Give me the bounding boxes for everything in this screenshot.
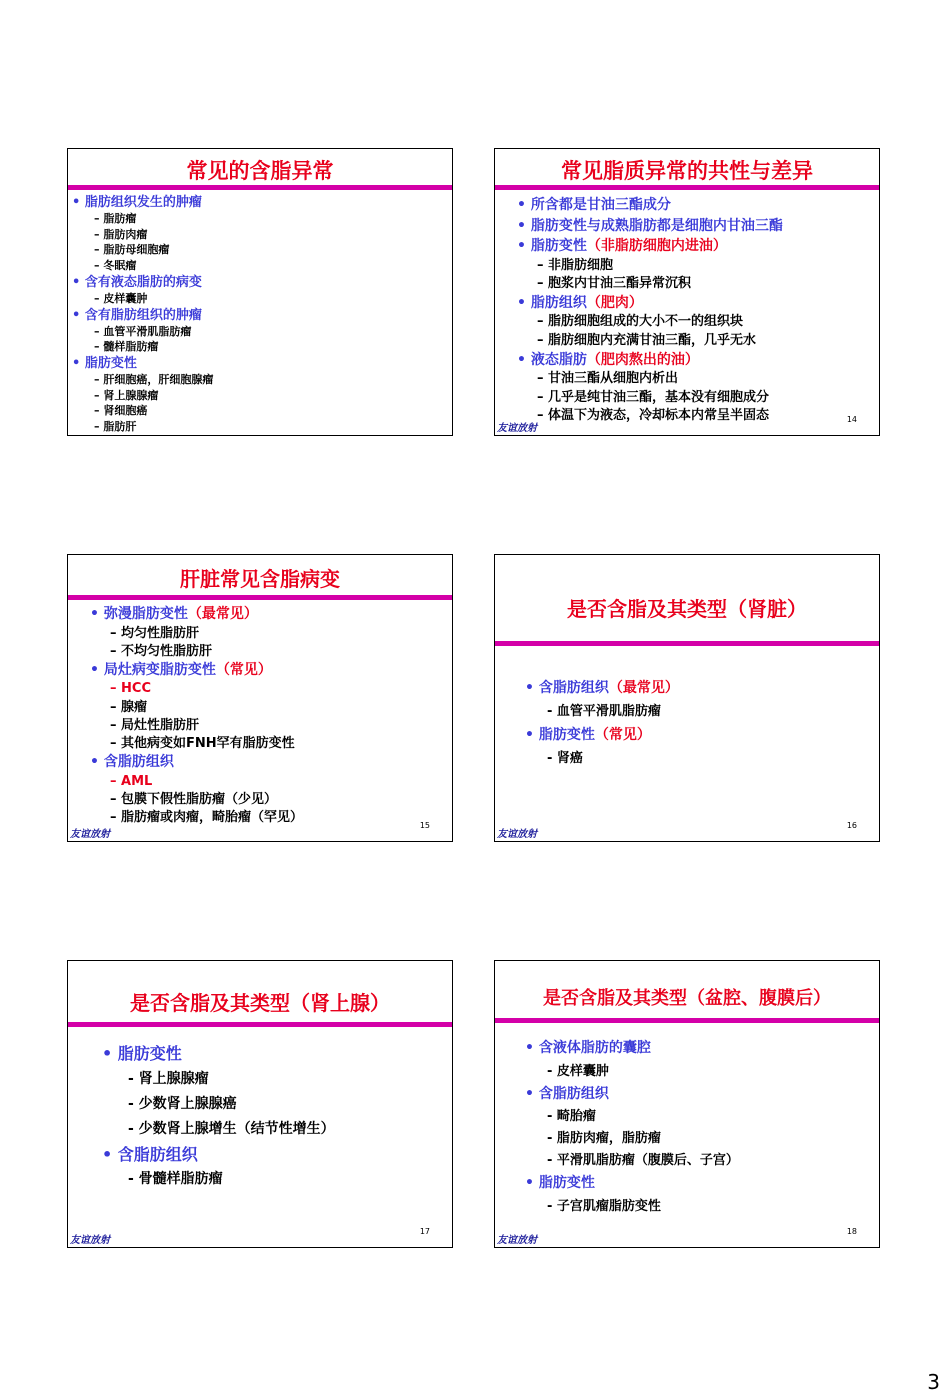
bullet-item (72, 355, 448, 372)
sub-bullet-text: - 畸胎瘤 (547, 1109, 596, 1124)
sub-bullet-item (525, 747, 875, 771)
slide-page-number: 18 (846, 1227, 857, 1236)
title-underline (68, 1022, 452, 1027)
sub-bullet-text: – 胞浆内甘油三酯异常沉积 (537, 275, 692, 291)
bullet-text: 脂肪变性与成熟脂肪都是细胞内甘油三酯 (530, 217, 783, 234)
bullet-dot: • (90, 606, 104, 622)
slide-4 (494, 554, 880, 842)
sub-bullet-item (525, 1106, 875, 1128)
sub-bullet-text: – HCC (110, 681, 151, 697)
bullet-item (102, 1142, 448, 1168)
slide-page-number: 15 (419, 821, 430, 830)
slide-page-number: 16 (846, 821, 857, 830)
title-underline (495, 1018, 879, 1023)
slide-title: 常见的含脂异常 (186, 159, 334, 183)
bullet-note: （常见） (215, 661, 272, 678)
bullet-text: 脂肪变性 (117, 1044, 182, 1063)
sub-bullet-item (517, 389, 875, 407)
bullet-text: 所含都是甘油三酯成分 (530, 197, 671, 213)
sub-bullet-item (90, 791, 448, 809)
bullet-list (517, 195, 875, 425)
sub-bullet-item (525, 700, 875, 724)
sub-bullet-item (72, 242, 448, 258)
bullet-text: 含脂肪组织 (103, 754, 174, 771)
sub-bullet-text: - 少数肾上腺增生（结节性增生） (128, 1120, 335, 1137)
bullet-item (517, 195, 875, 216)
bullet-note: （最常见） (608, 680, 679, 696)
bullet-item (517, 236, 875, 257)
sub-bullet-text: – 皮样囊肿 (94, 291, 148, 305)
bullet-dot: • (517, 197, 531, 213)
bullet-item (72, 194, 448, 211)
sub-bullet-text: – 几乎是纯甘油三酯，基本没有细胞成分 (537, 389, 770, 405)
bullet-item (525, 1083, 875, 1107)
sub-bullet-text: – 其他病变如FNH罕有脂肪变性 (110, 736, 295, 752)
bullet-text: 含有脂肪组织的肿瘤 (84, 307, 202, 323)
bullet-item (90, 661, 448, 681)
bullet-item (525, 677, 875, 700)
bullet-note: （最常见） (187, 606, 258, 622)
bullet-dot: • (525, 1040, 539, 1056)
bullet-note: （常见） (594, 726, 651, 743)
bullet-dot: • (517, 294, 531, 311)
bullet-dot: • (517, 238, 531, 254)
sub-bullet-item (72, 258, 448, 274)
sub-bullet-item (72, 324, 448, 340)
bullet-note: （肥肉熬出的油） (586, 351, 699, 368)
title-underline (68, 595, 452, 600)
bullet-note: （肥肉） (586, 294, 643, 311)
bullet-dot: • (525, 726, 539, 743)
sub-bullet-item (517, 313, 875, 331)
bullet-dot: • (525, 1175, 539, 1191)
sub-bullet-item (90, 717, 448, 735)
sub-bullet-text: – 非脂肪细胞 (537, 257, 614, 273)
bullet-item (517, 216, 875, 237)
bullet-text: 局灶病变脂肪变性 (103, 661, 216, 678)
sub-bullet-text: – 脂肪细胞内充满甘油三酯，几乎无水 (537, 332, 757, 348)
bullet-item (102, 1041, 448, 1067)
bullet-text: 含脂肪组织 (538, 1085, 609, 1102)
bullet-dot: • (72, 355, 85, 371)
bullet-item (525, 1172, 875, 1196)
slide-title: 常见脂质异常的共性与差异 (561, 159, 813, 183)
slide-title: 肝脏常见含脂病变 (180, 567, 340, 591)
bullet-text: 脂肪变性 (538, 1175, 595, 1191)
sub-bullet-text: – 肾细胞癌 (94, 404, 148, 418)
sub-bullet-text: – 脂肪母细胞瘤 (94, 243, 170, 257)
sub-bullet-text: – 肝细胞癌，肝细胞腺瘤 (94, 372, 214, 386)
sub-bullet-text: – 髓样脂肪瘤 (94, 340, 159, 354)
bullet-list (525, 677, 875, 770)
title-underline (495, 641, 879, 646)
bullet-item (525, 1037, 875, 1061)
bullet-dot: • (72, 195, 85, 210)
document-page-number: 3 (927, 1370, 940, 1394)
sub-bullet-text: – 冬眠瘤 (94, 259, 137, 273)
bullet-dot: • (72, 274, 85, 290)
sub-bullet-text: – 脂肪细胞组成的大小不一的组织块 (537, 314, 744, 330)
bullet-text: 脂肪变性 (538, 726, 595, 743)
bullet-dot: • (525, 680, 539, 696)
slide-6 (494, 960, 880, 1248)
bullet-text: 含脂肪组织 (538, 680, 609, 696)
sub-bullet-item (90, 625, 448, 643)
slide-3 (67, 554, 453, 842)
bullet-item (517, 293, 875, 314)
title-underline (68, 185, 452, 190)
sub-bullet-text: – 体温下为液态，冷却标本内常呈半固态 (537, 407, 770, 423)
sub-bullet-text: – 血管平滑肌脂肪瘤 (94, 324, 192, 338)
slide-page-number: 14 (846, 415, 857, 424)
bullet-list (90, 605, 448, 827)
bullet-dot: • (525, 1085, 539, 1102)
slide-title: 是否含脂及其类型（肾脏） (567, 597, 807, 621)
sub-bullet-item (90, 699, 448, 717)
sub-bullet-item (72, 227, 448, 243)
sub-bullet-item (90, 773, 448, 791)
sub-bullet-text: - 皮样囊肿 (547, 1063, 609, 1079)
sub-bullet-item (102, 1067, 448, 1092)
sub-bullet-text: – 脂肪肝 (94, 420, 137, 434)
sub-bullet-item (90, 680, 448, 698)
bullet-dot: • (517, 217, 531, 234)
sub-bullet-text: – 均匀性脂肪肝 (110, 625, 200, 641)
sub-bullet-item (525, 1150, 875, 1172)
title-underline (495, 185, 879, 190)
bullet-dot: • (90, 754, 104, 771)
sub-bullet-item (90, 643, 448, 661)
bullet-text: 脂肪组织发生的肿瘤 (84, 195, 202, 210)
sub-bullet-text: – 包膜下假性脂肪瘤（少见） (110, 791, 278, 807)
sub-bullet-text: – 脂肪瘤 (94, 212, 137, 225)
sub-bullet-item (525, 1128, 875, 1150)
bullet-note: （非脂肪细胞内进油） (586, 238, 727, 254)
sub-bullet-item (102, 1117, 448, 1142)
brand-mark: 友谊放射 (497, 829, 537, 840)
bullet-dot: • (90, 661, 104, 678)
sub-bullet-text: - 骨髓样脂肪瘤 (128, 1171, 223, 1187)
bullet-text: 含脂肪组织 (117, 1144, 198, 1164)
sub-bullet-item (525, 1196, 875, 1218)
bullet-text: 液态脂肪 (530, 351, 587, 368)
sub-bullet-text: – 局灶性脂肪肝 (110, 717, 200, 733)
sub-bullet-text: – 肾上腺腺瘤 (94, 388, 159, 402)
slide-title: 是否含脂及其类型（盆腔、腹膜后） (543, 988, 831, 1009)
bullet-text: 脂肪组织 (530, 294, 587, 311)
slide-2 (494, 148, 880, 436)
sub-bullet-item (517, 407, 875, 425)
bullet-text: 弥漫脂肪变性 (103, 606, 188, 622)
sub-bullet-item (72, 419, 448, 435)
slide-1 (67, 148, 453, 436)
bullet-list (72, 194, 448, 435)
bullet-item (525, 724, 875, 747)
bullet-item (72, 274, 448, 291)
bullet-text: 含液体脂肪的囊腔 (538, 1040, 651, 1056)
slide-title: 是否含脂及其类型（肾上腺） (130, 991, 390, 1015)
bullet-item (90, 605, 448, 625)
sub-bullet-item (102, 1167, 448, 1192)
slide-page-number: 17 (419, 1227, 430, 1236)
sub-bullet-item (72, 388, 448, 404)
sub-bullet-text: – 甘油三酯从细胞内析出 (537, 371, 679, 387)
sub-bullet-text: – 脂肪瘤或肉瘤，畸胎瘤（罕见） (110, 810, 304, 826)
bullet-item (72, 307, 448, 324)
sub-bullet-item (102, 1092, 448, 1117)
sub-bullet-text: – 腺瘤 (110, 699, 148, 715)
sub-bullet-text: – 脂肪肉瘤 (94, 227, 148, 241)
sub-bullet-item (517, 370, 875, 388)
bullet-item (90, 753, 448, 773)
sub-bullet-text: - 少数肾上腺腺癌 (128, 1095, 237, 1112)
bullet-list (525, 1037, 875, 1218)
sub-bullet-text: - 子宫肌瘤脂肪变性 (547, 1198, 661, 1214)
bullet-dot: • (517, 351, 531, 368)
slide-5 (67, 960, 453, 1248)
sub-bullet-text: – AML (110, 773, 153, 789)
sub-bullet-text: - 血管平滑肌脂肪瘤 (547, 704, 661, 719)
sub-bullet-item (90, 809, 448, 827)
brand-mark: 友谊放射 (497, 1235, 537, 1246)
sub-bullet-item (90, 735, 448, 753)
bullet-text: 脂肪变性 (84, 355, 137, 371)
sub-bullet-item (525, 1061, 875, 1083)
sub-bullet-text: – 不均匀性脂肪肝 (110, 643, 213, 659)
sub-bullet-item (517, 332, 875, 350)
sub-bullet-item (72, 372, 448, 388)
bullet-text: 脂肪变性 (530, 238, 587, 254)
bullet-dot: • (72, 307, 85, 323)
sub-bullet-item (517, 257, 875, 275)
sub-bullet-item (72, 291, 448, 307)
sub-bullet-item (72, 339, 448, 355)
brand-mark: 友谊放射 (70, 1235, 110, 1246)
brand-mark: 友谊放射 (497, 423, 537, 434)
bullet-list (102, 1041, 448, 1192)
sub-bullet-item (517, 275, 875, 293)
sub-bullet-text: - 肾上腺腺瘤 (128, 1070, 209, 1087)
bullet-text: 含有液态脂肪的病变 (84, 274, 202, 290)
sub-bullet-item (72, 211, 448, 227)
sub-bullet-text: - 脂肪肉瘤，脂肪瘤 (547, 1131, 661, 1146)
sub-bullet-item (72, 403, 448, 419)
bullet-dot: • (102, 1144, 118, 1164)
bullet-dot: • (102, 1044, 118, 1063)
sub-bullet-text: - 肾癌 (547, 750, 583, 766)
brand-mark: 友谊放射 (70, 829, 110, 840)
bullet-item (517, 350, 875, 371)
sub-bullet-text: - 平滑肌脂肪瘤（腹膜后、子宫） (547, 1153, 739, 1168)
